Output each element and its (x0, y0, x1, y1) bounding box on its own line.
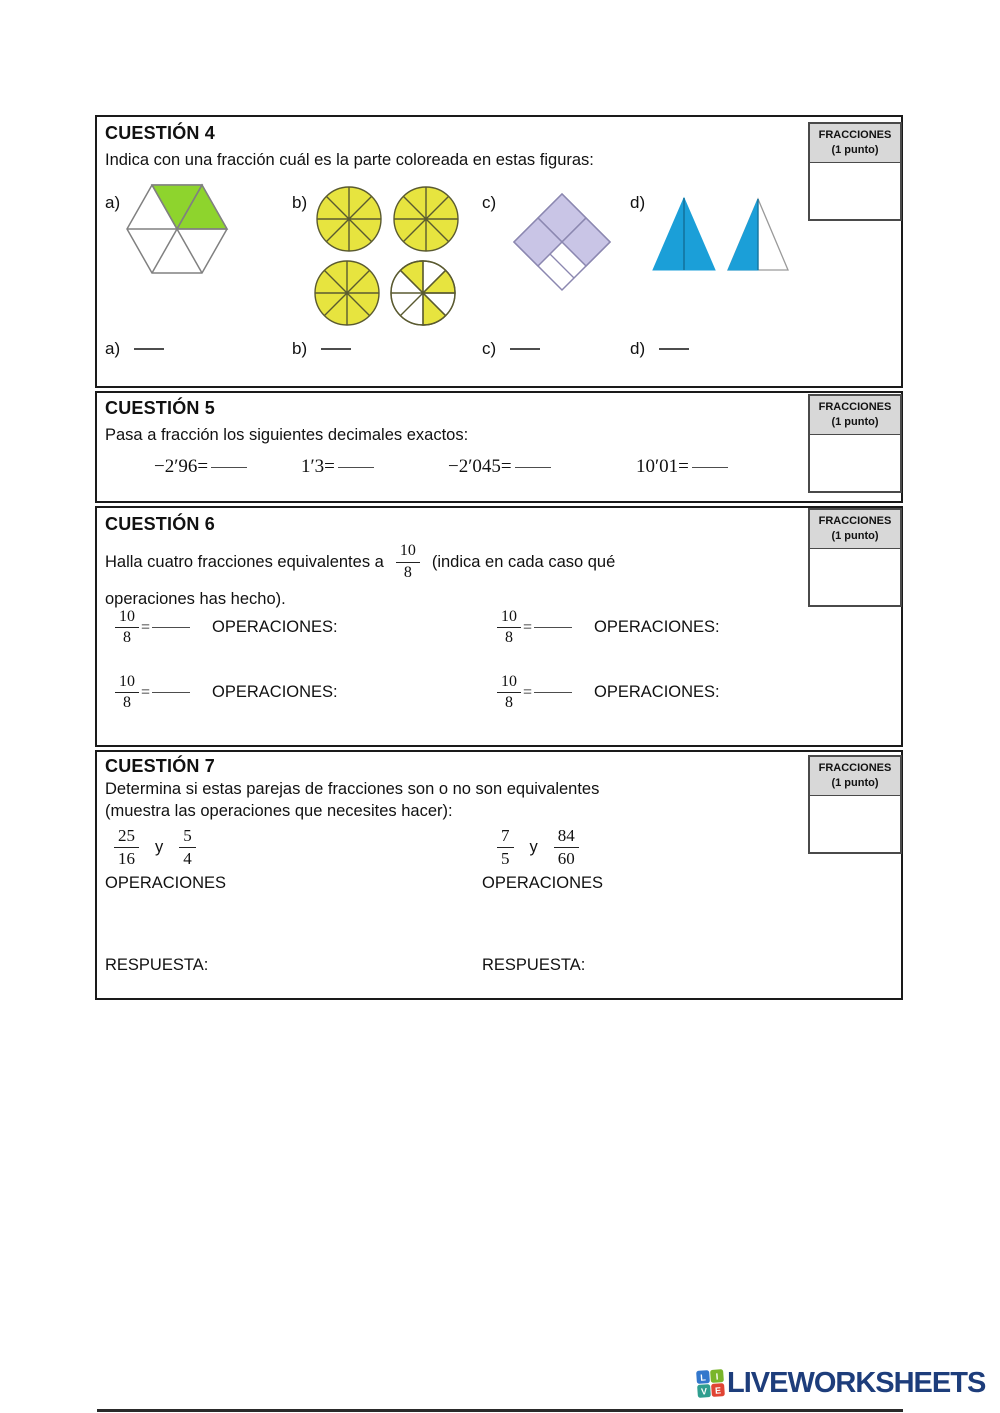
badge-score-area[interactable] (810, 163, 900, 219)
conjunction-y: y (529, 837, 538, 856)
fraction-10-8: $\frac{10}{8}$ (115, 608, 139, 648)
logo-cell-i: I (710, 1369, 724, 1383)
question-6-title: CUESTIÓN 6 (105, 514, 216, 534)
fraction-10-8: $\frac{10}{8}$ (497, 673, 521, 713)
badge-title: FRACCIONES (818, 762, 892, 774)
answer-b-label: b) (292, 339, 308, 358)
figure-label-b: b) (292, 193, 308, 212)
decimal-item-3 (448, 456, 551, 478)
answer-a-label: a) (105, 339, 121, 358)
triangles-figure (650, 194, 795, 274)
figure-label-c: c) (482, 193, 497, 212)
logo-cell-v: V (697, 1384, 711, 1398)
operations-label: OPERACIONES: (212, 618, 338, 637)
badge-points: (1 punto) (831, 143, 879, 156)
fraction-10-8: $\frac{10}{8}$ (497, 608, 521, 648)
question-7-box (95, 750, 903, 1000)
q6-text-pre: Halla cuatro fracciones equivalentes a (105, 552, 384, 571)
fraction-10-8: $\frac{10}{8}$ (396, 542, 420, 582)
answer-b (292, 339, 351, 359)
decimal-1-blank[interactable] (211, 467, 247, 468)
liveworksheets-icon (696, 1369, 725, 1398)
question-6-instruction-line2: operaciones has hecho). (105, 590, 286, 608)
equivalent-unit-1 (115, 608, 338, 648)
badge-points: (1 punto) (831, 529, 879, 542)
decimal-item-1 (154, 456, 247, 478)
operations-label: OPERACIONES: (594, 683, 720, 702)
answer-b-blank[interactable] (321, 348, 351, 350)
answer-c-blank[interactable] (510, 348, 540, 350)
answer-d (630, 339, 689, 359)
equivalent-2-blank[interactable] (534, 627, 572, 628)
badge-title: FRACCIONES (818, 129, 892, 141)
decimal-4-blank[interactable] (692, 467, 728, 468)
decimal-1: −2′96= (154, 456, 209, 477)
equals-sign: = (141, 618, 151, 636)
question-7-instruction-line2: (muestra las operaciones que necesites hacer): (105, 802, 453, 820)
badge-score-area[interactable] (810, 796, 900, 852)
logo-cell-l: L (696, 1370, 710, 1384)
circles-figure (313, 185, 461, 328)
operations-label: OPERACIONES: (594, 618, 720, 637)
fraction-7-5: $\frac{7}{5}$ (497, 826, 514, 868)
next-page-edge (97, 1409, 903, 1412)
fraction-25-16: $\frac{25}{16}$ (114, 826, 139, 868)
question-4-instruction: Indica con una fracción cuál es la parte coloreada en estas figuras: (105, 151, 594, 169)
fraction-pair-2 (497, 826, 579, 868)
badge-title: FRACCIONES (818, 401, 892, 413)
points-badge-q4 (808, 122, 902, 221)
question-7-instruction-line1: Determina si estas parejas de fracciones son o no son equivalentes (105, 780, 600, 798)
points-badge-q7 (808, 755, 902, 854)
fraction-pair-1 (114, 826, 196, 868)
liveworksheets-logo[interactable] (697, 1367, 985, 1400)
conjunction-y: y (155, 837, 164, 856)
question-6-box (95, 506, 903, 747)
logo-cell-e: E (711, 1383, 725, 1397)
answer-c-label: c) (482, 339, 497, 358)
diamond-figure (512, 192, 612, 292)
fraction-84-60: $\frac{84}{60}$ (554, 826, 579, 868)
operations-label: OPERACIONES: (212, 683, 338, 702)
equals-sign: = (141, 683, 151, 701)
question-6-instruction-line1 (105, 538, 615, 586)
badge-points: (1 punto) (831, 415, 879, 428)
decimal-3: −2′045= (448, 456, 512, 477)
equivalent-unit-4 (497, 673, 720, 713)
question-5-instruction: Pasa a fracción los siguientes decimales exactos: (105, 426, 469, 444)
answer-c (482, 339, 540, 359)
question-4-box (95, 115, 903, 388)
decimal-4: 10′01= (636, 456, 689, 477)
equivalent-4-blank[interactable] (534, 692, 572, 693)
decimal-item-2 (301, 456, 374, 478)
operations-label-right: OPERACIONES (482, 874, 604, 892)
badge-points: (1 punto) (831, 776, 879, 789)
answer-d-label: d) (630, 339, 646, 358)
answer-d-blank[interactable] (659, 348, 689, 350)
points-badge-q5 (808, 394, 902, 493)
decimal-2-blank[interactable] (338, 467, 374, 468)
decimal-item-4 (636, 456, 728, 478)
points-badge-q6 (808, 508, 902, 607)
fraction-5-4: $\frac{5}{4}$ (179, 826, 196, 868)
answer-a-blank[interactable] (134, 348, 164, 350)
triangle2-shaded-half (728, 199, 758, 270)
question-5-box (95, 391, 903, 503)
fraction-10-8: $\frac{10}{8}$ (115, 673, 139, 713)
equivalent-3-blank[interactable] (152, 692, 190, 693)
liveworksheets-wordmark: LIVEWORKSHEETS (727, 1367, 986, 1399)
equivalent-unit-2 (497, 608, 720, 648)
decimal-3-blank[interactable] (515, 467, 551, 468)
answer-a (105, 339, 164, 359)
decimal-2: 1′3= (301, 456, 335, 477)
respuesta-label-left: RESPUESTA: (105, 956, 209, 974)
question-4-title: CUESTIÓN 4 (105, 123, 216, 143)
badge-score-area[interactable] (810, 435, 900, 491)
operations-label-left: OPERACIONES (105, 874, 227, 892)
equivalent-1-blank[interactable] (152, 627, 190, 628)
figure-label-d: d) (630, 193, 646, 212)
badge-title: FRACCIONES (818, 515, 892, 527)
q6-text-post: (indica en cada caso qué (431, 552, 616, 571)
equals-sign: = (523, 618, 533, 636)
equals-sign: = (523, 683, 533, 701)
hexagon-figure (125, 183, 229, 275)
respuesta-label-right: RESPUESTA: (482, 956, 586, 974)
question-5-title: CUESTIÓN 5 (105, 398, 216, 418)
figure-label-a: a) (105, 193, 121, 212)
equivalent-unit-3 (115, 673, 338, 713)
badge-score-area[interactable] (810, 549, 900, 605)
question-7-title: CUESTIÓN 7 (105, 756, 216, 776)
